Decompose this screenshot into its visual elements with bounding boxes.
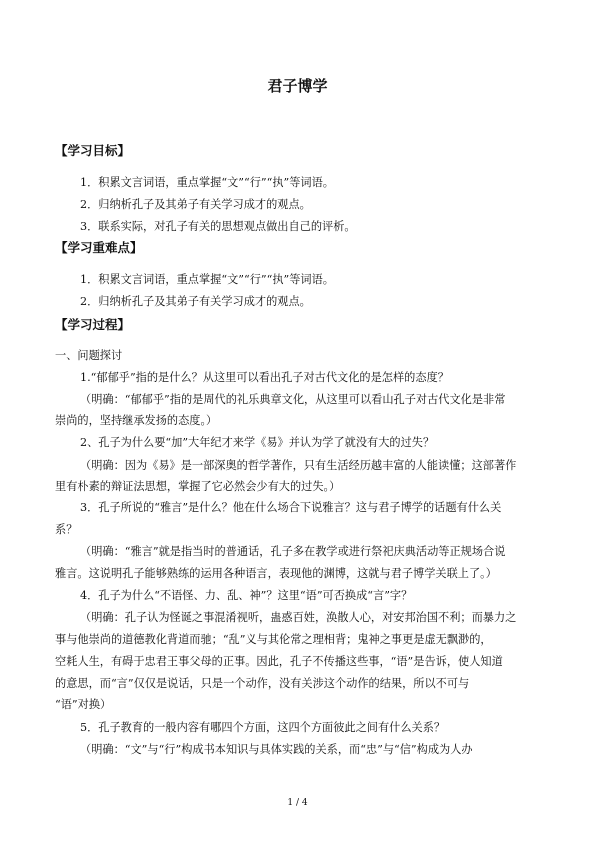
body-line: （明确：“郁郁乎”指的是周代的礼乐典章文化，从这里可以看山孔子对古代文化是非常 xyxy=(80,393,506,406)
document-title: 君子博学 xyxy=(267,77,328,95)
body-line: 的意思，而“言”仅仅是说话，只是一个动作，没有关涉这个动作的结果，所以不可与 xyxy=(55,677,470,690)
body-line: （明确：“雅言”就是指当时的普通话，孔子多在教学或进行祭祀庆典活动等正规场合说 xyxy=(80,545,506,558)
goal-item-3: 3．联系实际，对孔子有关的思想观点做出自己的评析。 xyxy=(80,220,356,233)
heading-learning-goals: 【学习目标】 xyxy=(55,143,131,158)
body-line: 崇尚的，坚持继承发扬的态度。） xyxy=(55,414,218,427)
body-line: 2、孔子为什么要“加”大年纪才来学《易》并认为学了就没有大的过失？ xyxy=(80,436,435,449)
key-point-2: 2．归纳析孔子及其弟子有关学习成才的观点。 xyxy=(80,295,311,308)
body-line: 事与他崇尚的道德教化背道而驰；“乱”义与其伦常之理相背；鬼神之事更是虚无飘渺的， xyxy=(55,633,492,646)
body-line: 5．孔子教育的一般内容有哪四个方面，这四个方面彼此之间有什么关系？ xyxy=(80,721,446,734)
heading-learning-process: 【学习过程】 xyxy=(55,317,131,332)
body-line: （明确：“文”与“行”构成书本知识与具体实践的关系，而“忠”与“信”构成为人办 xyxy=(80,743,473,756)
body-line: 1.“郁郁乎”指的是什么？从这里可以看出孔子对古代文化的是怎样的态度？ xyxy=(80,371,449,384)
goal-item-2: 2．归纳析孔子及其弟子有关学习成才的观点。 xyxy=(80,198,311,211)
body-line: 雅言。这说明孔子能够熟练的运用各种语言，表现他的渊博，这就与君子博学关联上了。） xyxy=(55,567,497,580)
key-point-1: 1．积累文言词语，重点掌握“文”“行”“执”等词语。 xyxy=(80,273,334,286)
body-line: （明确：孔子认为怪诞之事混淆视听，蛊惑百姓，涣散人心，对安邦治国不利；而暴力之 xyxy=(80,611,517,624)
body-line: 里有朴素的辩证法思想，掌握了它必然会少有大的过失。） xyxy=(55,480,341,493)
body-line: “语”对换） xyxy=(55,698,112,711)
body-line: （明确：因为《易》是一部深奥的哲学著作，只有生活经历越丰富的人能读懂；这部著作 xyxy=(80,459,517,472)
page-number: 1 / 4 xyxy=(287,798,308,808)
body-line: 4．孔子为什么“不语怪、力、乱、神”？这里“语”可否换成“言”字？ xyxy=(80,589,413,602)
body-line: 一、问题探讨 xyxy=(55,349,123,362)
body-line: 系？ xyxy=(55,523,78,536)
body-line: 3．孔子所说的“雅言”是什么？他在什么场合下说雅言？这与君子博学的话题有什么关 xyxy=(80,501,502,514)
goal-item-1: 1．积累文言词语，重点掌握“文”“行”“执”等词语。 xyxy=(80,176,334,189)
body-line: 空耗人生，有碍于忠君王事父母的正事。因此，孔子不传播这些事，“语”是告诉，使人知道 xyxy=(55,655,503,668)
heading-key-points: 【学习重难点】 xyxy=(55,240,143,255)
